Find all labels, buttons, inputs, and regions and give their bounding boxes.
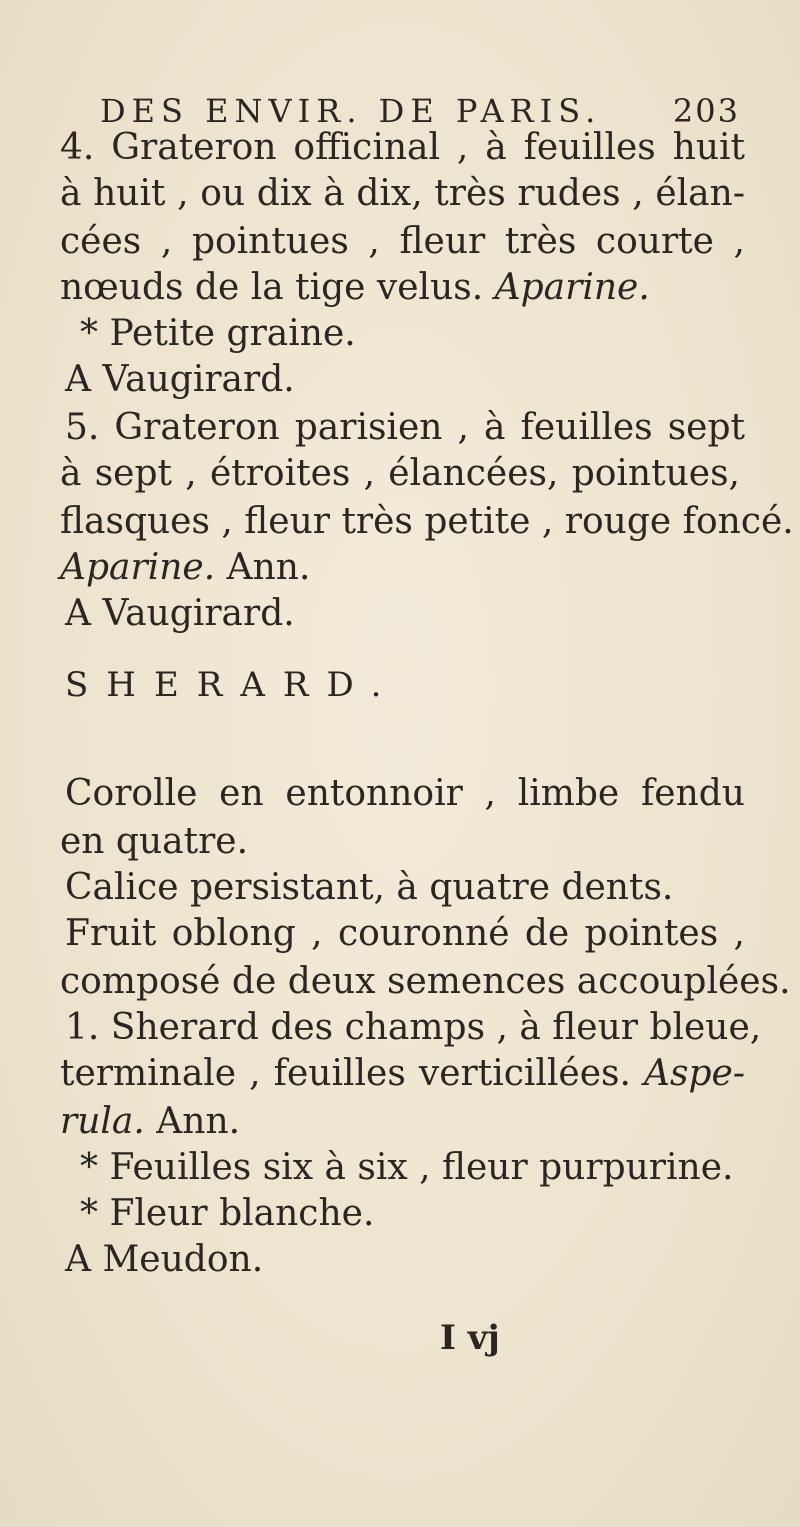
latin-name: rula. [60,1101,145,1142]
text-line: nœuds de la tige velus. Aparine. [60,267,650,308]
running-header [100,92,740,130]
text-line: Fruit oblong , couronné de pointes , [65,913,745,954]
latin-name: Aparine. [60,547,216,588]
running-title: DES ENVIR. DE PARIS. [100,92,602,130]
text-line: 5. Grateron parisien , à feuilles sept [65,407,745,448]
locality-line: A Vaugirard. [65,359,295,400]
text-line: * Feuilles six à six , fleur purpurine. [80,1147,734,1188]
text-line: 4. Grateron officinal , à feuilles huit [60,127,745,168]
text-line: Calice persistant, à quatre dents. [65,867,674,908]
latin-name: Aparine. [494,267,650,308]
text-line: 1. Sherard des champs , à fleur bleue, [65,1007,762,1048]
text-line: rula. Ann. [60,1101,241,1142]
text-line: en quatre. [60,821,249,862]
locality-line: A Meudon. [65,1239,264,1280]
genus-heading: SHERARD. [65,665,400,705]
locality-line: A Vaugirard. [65,593,295,634]
text-line: * Petite graine. [80,313,356,354]
signature-mark: I vj [440,1318,500,1358]
text-line: composé de deux semences accouplées. [60,961,791,1002]
text-line: Aparine. Ann. [60,547,311,588]
latin-name: Aspe- [644,1053,745,1094]
text-line: flasques , fleur très petite , rouge foncé. [60,501,794,542]
text-line: à sept , étroites , élancées, pointues, [60,453,740,494]
text-line: Corolle en entonnoir , limbe fendu [65,773,745,814]
text-line: cées , pointues , fleur très courte , [60,221,745,262]
page-number: 203 [672,92,740,130]
text-line: terminale , feuilles verticillées. Aspe- [60,1053,745,1094]
text-line: à huit , ou dix à dix, très rudes , élan- [60,173,745,214]
text-line: * Fleur blanche. [80,1193,375,1234]
